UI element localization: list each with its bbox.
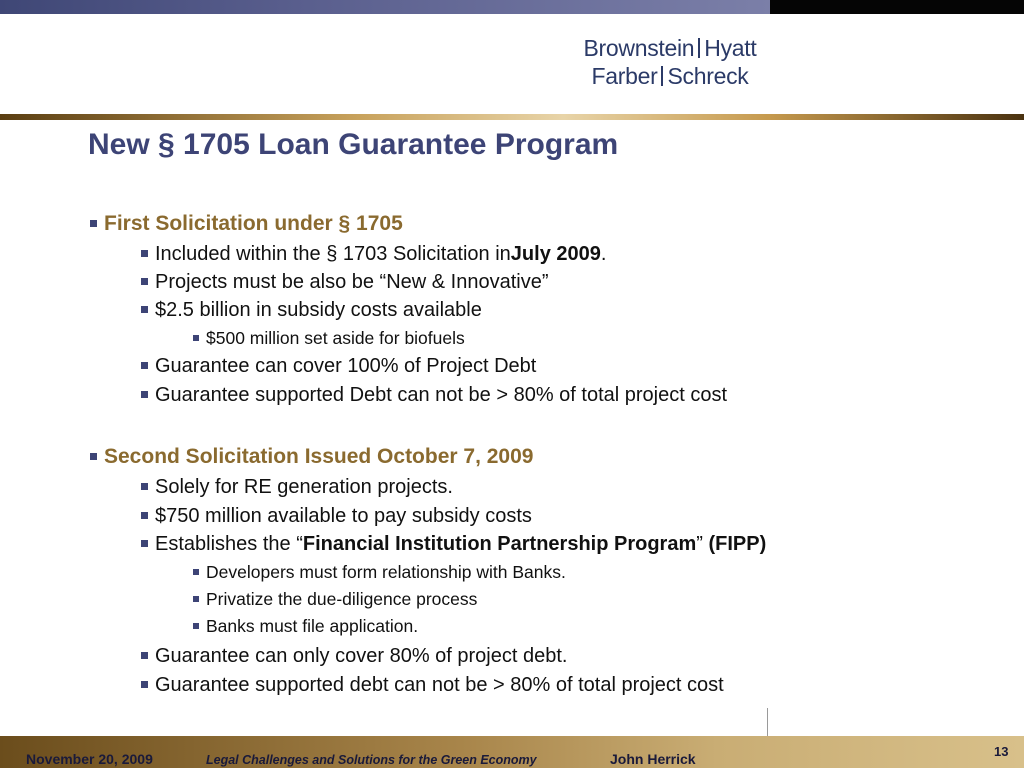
logo-word-farber: Farber (591, 63, 658, 89)
page-number: 13 (994, 744, 1009, 759)
list-item-text-mid: ” (696, 533, 709, 555)
top-accent-bar (0, 0, 770, 14)
sub-list-item-text: Banks must file application. (206, 616, 419, 636)
sub-list-item-text: Privatize the due-diligence process (206, 589, 478, 609)
sub-list-item-text: $500 million set aside for biofuels (206, 328, 465, 348)
sub-list-item (193, 616, 418, 637)
sub-list-item (193, 589, 477, 610)
list-item-emphasis: Financial Institution Partnership Program (302, 533, 697, 555)
list-item (141, 243, 606, 266)
list-item (141, 505, 532, 528)
sub-list-item (193, 562, 566, 583)
square-bullet-icon (193, 596, 199, 602)
square-bullet-icon (193, 623, 199, 629)
square-bullet-icon (141, 512, 148, 519)
square-bullet-icon (141, 652, 148, 659)
list-item (141, 271, 549, 294)
header-gold-rule (0, 114, 1024, 120)
square-bullet-icon (193, 335, 199, 341)
list-item (141, 384, 727, 407)
list-item-emphasis: July 2009 (510, 243, 601, 265)
list-item-text: Guarantee can only cover 80% of project debt. (155, 645, 568, 667)
square-bullet-icon (141, 391, 148, 398)
section-heading-text: First Solicitation under § 1705 (104, 212, 403, 235)
logo-separator (661, 66, 663, 86)
section-heading-second (90, 445, 533, 469)
list-item-acronym: (FIPP) (708, 533, 767, 555)
sub-list-item-text: Developers must form relationship with Banks. (206, 562, 566, 582)
list-item-text-end: . (600, 243, 607, 265)
square-bullet-icon (90, 453, 97, 460)
square-bullet-icon (141, 362, 148, 369)
slide-title: New § 1705 Loan Guarantee Program (88, 128, 619, 161)
list-item-text: $750 million available to pay subsidy costs (155, 505, 532, 527)
list-item-text: Establishes the “ (155, 533, 303, 555)
list-item (141, 674, 724, 697)
list-item-text: Solely for RE generation projects. (155, 476, 453, 498)
footer-date: November 20, 2009 (26, 751, 153, 767)
logo-word-brownstein: Brownstein (583, 35, 695, 61)
square-bullet-icon (141, 540, 148, 547)
footer-author: John Herrick (610, 751, 696, 767)
list-item-text: Guarantee can cover 100% of Project Debt (155, 355, 537, 377)
section-heading-text: Second Solicitation Issued October 7, 2009 (104, 445, 534, 468)
square-bullet-icon (141, 250, 148, 257)
square-bullet-icon (141, 483, 148, 490)
square-bullet-icon (141, 306, 148, 313)
footer-event-title: Legal Challenges and Solutions for the Green Economy (206, 753, 537, 767)
square-bullet-icon (193, 569, 199, 575)
section-heading-first (90, 212, 403, 236)
square-bullet-icon (90, 220, 97, 227)
firm-logo (560, 34, 780, 90)
logo-word-hyatt: Hyatt (704, 35, 757, 61)
list-item (141, 476, 453, 499)
square-bullet-icon (141, 278, 148, 285)
logo-separator (698, 38, 700, 58)
list-item (141, 299, 482, 322)
list-item-text: $2.5 billion in subsidy costs available (155, 299, 482, 321)
top-accent-bar-dark (770, 0, 1024, 14)
list-item-text: Included within the § 1703 Solicitation in (155, 243, 511, 265)
logo-word-schreck: Schreck (667, 63, 749, 89)
list-item (141, 645, 567, 668)
list-item (141, 355, 536, 378)
sub-list-item (193, 328, 465, 349)
list-item-text: Guarantee supported Debt can not be > 80% of total project cost (155, 384, 728, 406)
list-item (141, 533, 766, 556)
list-item-text: Guarantee supported debt can not be > 80% of total project cost (155, 674, 724, 696)
list-item-text: Projects must be also be “New & Innovative” (155, 271, 549, 293)
square-bullet-icon (141, 681, 148, 688)
